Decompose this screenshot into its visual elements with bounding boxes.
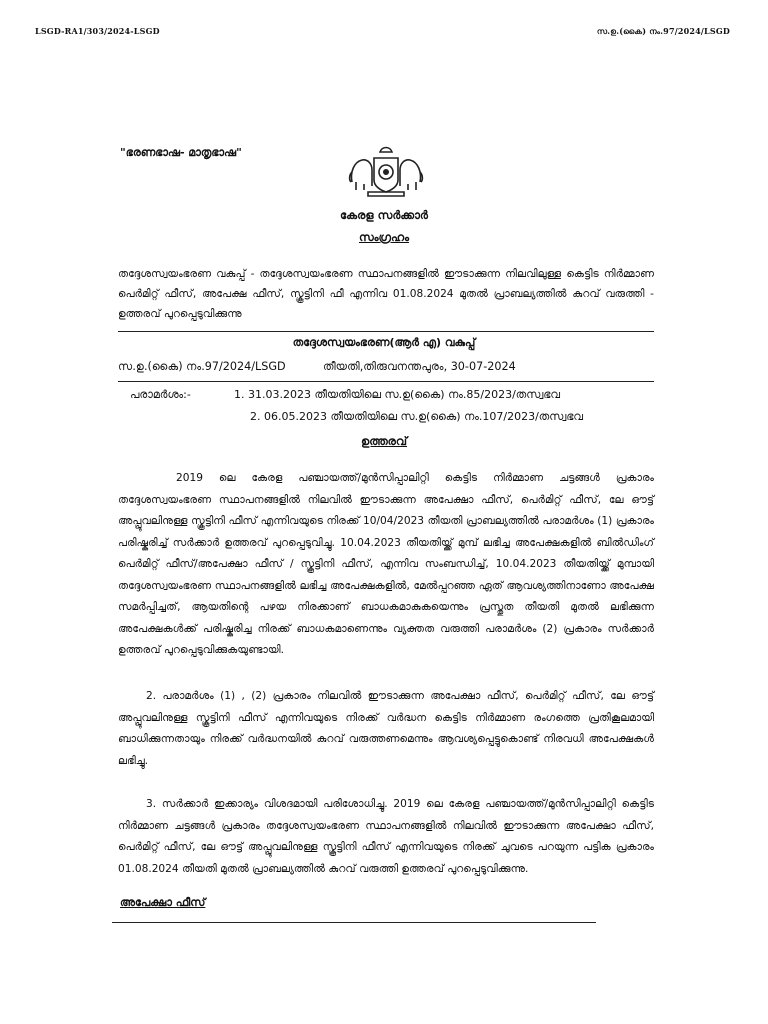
department-title: തദ്ദേശസ്വയംഭരണ(ആർ എ) വകുപ്പ് [292,336,476,349]
subject-divider [118,331,654,332]
government-title: കേരള സർക്കാർ [340,208,428,222]
kerala-emblem-icon [346,142,426,200]
subject: തദ്ദേശസ്വയംഭരണ വകുപ്പ് - തദ്ദേശസ്വയംഭരണ സ്ഥാപനങ്ങളിൽ ഈടാക്കുന്ന നിലവിലുള്ള കെട്ടിട നിർമ്മാണ പെർമിറ്റ് ഫീസ്, അപേക്ഷ ഫീസ്, സ്കൂട്ടിനി ഫീ എന്നിവ 01.08.2024 മുതൽ പ്രാബല്യത്തിൽ കുറവ് വരുത്തി - ഉത്തരവ് പുറപ്പെടുവിക്കുന്നു [118,268,654,320]
order-date: തീയതി,തിരുവനന്തപുരം, 30-07-2024 [323,360,516,373]
order-number: സ.ഉ.(കൈ) നം.97/2024/LSGD [118,360,286,373]
abstract-label: സംഗ്രഹം [358,230,410,244]
paragraph-2: 2. പരാമർശം (1) , (2) പ്രകാരം നിലവിൽ ഈടാക്കുന്ന അപേക്ഷാ ഫീസ്, പെർമിറ്റ് ഫീസ്, ലേ ഔട്ട് അപ്പ്രൂവലിനുള്ള സ്കൂട്ടിനി ഫീസ് എന്നിവയുടെ നിരക്ക് വർദ്ധന കെട്ടിട നിർമ്മാണ രംഗത്തെ പ്രതികൂലമായി ബാധിക്കുന്നതായും നിരക്ക് വർദ്ധനയിൽ കുറവ് വരുത്തണമെന്നും ആവശ്യപ്പെട്ടുകൊണ്ട് നിരവധി അപേക്ഷകൾ ലഭിച്ചു. [118,690,654,767]
order-divider [118,381,654,382]
table-heading: അപേക്ഷാ ഫീസ് [120,896,206,909]
order-reference-top: സ.ഉ.(കൈ) നം.97/2024/LSGD [596,26,730,36]
references-label: പരാമർശം:- [130,388,191,401]
table-top-rule [112,922,596,923]
order-heading: ഉത്തരവ് [360,434,408,448]
reference-item: 1. 31.03.2023 തീയതിയിലെ സ.ഉ(കൈ) നം.85/2023/തസ്വഭവ [234,388,561,401]
paragraph-3: 3. സർക്കാർ ഇക്കാര്യം വിശദമായി പരിശോധിച്ചു. 2019 ലെ കേരള പഞ്ചായത്ത്/മുൻസിപ്പാലിറ്റി കെട്ടിട നിർമ്മാണ ചട്ടങ്ങൾ പ്രകാരം തദ്ദേശസ്വയംഭരണ സ്ഥാപനങ്ങളിൽ നിലവിൽ ഈടാക്കുന്ന അപേക്ഷാ ഫീസ്, പെർമിറ്റ് ഫീസ്, ലേ ഔട്ട് അപ്പ്രൂവലിനുള്ള സ്കൂട്ടിനി ഫീസ് എന്നിവയുടെ നിരക്ക് ചുവടെ പറയുന്ന പട്ടിക പ്രകാരം 01.08.2024 തീയതി മുതൽ പ്രാബല്യത്തിൽ കുറവ് വരുത്തി ഉത്തരവ് പുറപ്പെടുവിക്കുന്നു. [118,798,654,875]
motto: "ഭരണഭാഷ- മാതൃഭാഷ" [120,146,242,159]
file-reference: LSGD-RA1/303/2024-LSGD [35,26,160,36]
paragraph-1: 2019 ലെ കേരള പഞ്ചായത്ത്/മുൻസിപ്പാലിറ്റി കെട്ടിട നിർമ്മാണ ചട്ടങ്ങൾ പ്രകാരം തദ്ദേശസ്വയംഭരണ സ്ഥാപനങ്ങളിൽ നിലവിൽ ഈടാക്കുന്ന അപേക്ഷാ ഫീസ്, പെർമിറ്റ് ഫീസ്, ലേ ഔട്ട് അപ്പ്രൂവലിനുള്ള സ്കൂട്ടിനി ഫീസ് എന്നിവയുടെ നിരക്ക് 10/04/2023 തീയതി പ്രാബല്യത്തിൽ പരാമർശം (1) പ്രകാരം പരിഷ്കരിച്ച് സർക്കാർ ഉത്തരവ് പുറപ്പെടുവിച്ചു. 10.04.2023 തീയതിയ്ക്ക് മുമ്പ് ലഭിച്ച അപേക്ഷകളിൽ ബിൽഡിംഗ് പെർമിറ്റ് ഫീസ്/അപേക്ഷാ ഫീസ് / സ്കൂട്ടിനി ഫീസ്, എന്നിവ സംബന്ധിച്ച്, 10.04.2023 തീയതിയ്ക്ക് മുമ്പായി തദ്ദേശസ്വയംഭരണ സ്ഥാപനങ്ങളിൽ ലഭിച്ച അപേക്ഷകളിൽ, മേൽപ്പറഞ്ഞ ഏത് ആവശ്യത്തിനാണോ അപേക്ഷ സമർപ്പിച്ചത്, ആയതിന്റെ പഴയ നിരക്കാണ് ബാധകമാകുകയെന്നും പ്രസ്തുത തീയതി മുതൽ ലഭിക്കുന്ന അപേക്ഷകൾക്ക് പരിഷ്കരിച്ച നിരക്ക് ബാധകമാണെന്നും വ്യക്തത വരുത്തി പരാമർശം (2) പ്രകാരം സർക്കാർ ഉത്തരവ് പുറപ്പെടുവിക്കുകയുണ്ടായി. [118,472,654,656]
reference-item: 2. 06.05.2023 തീയതിയിലെ സ.ഉ(കൈ) നം.107/2023/തസ്വഭവ [250,410,584,423]
